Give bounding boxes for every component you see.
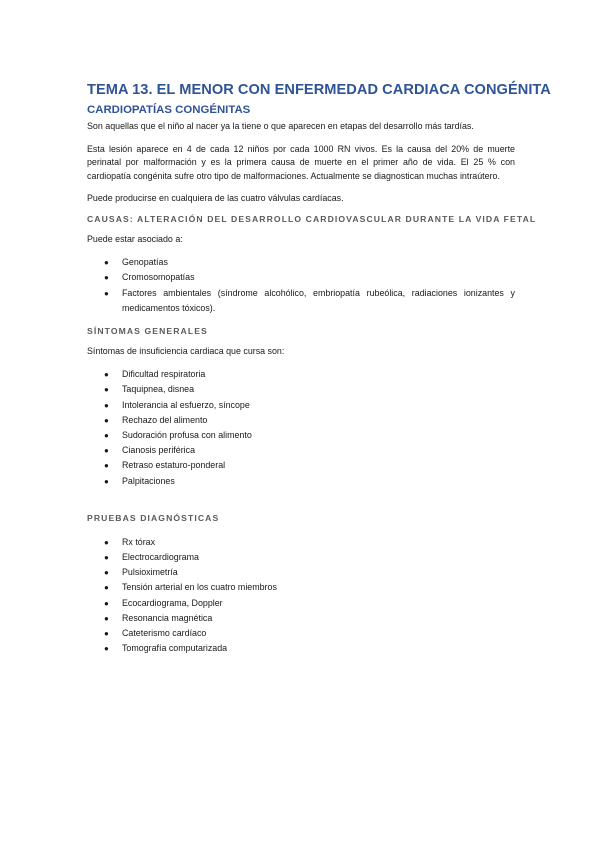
- bullet-icon: ●: [104, 553, 109, 563]
- bullet-icon: ●: [104, 415, 109, 425]
- bullet-icon: ●: [104, 583, 109, 593]
- sintomas-list: [87, 367, 515, 489]
- list-item: ● Genopatías: [122, 255, 515, 270]
- list-item: ● Factores ambientales (síndrome alcohólico, embriopatía rubeólica, radiaciones ionizantes y medicamentos tóxicos).: [104, 287, 515, 313]
- causas-list: [87, 255, 515, 316]
- section-subtitle: CARDIOPATÍAS CONGÉNITAS: [87, 104, 251, 116]
- list-item: ● Resonancia magnética: [122, 611, 515, 626]
- bullet-icon: ●: [104, 629, 109, 639]
- sintomas-heading: SÍNTOMAS GENERALES: [87, 326, 208, 337]
- pruebas-list: [87, 535, 515, 657]
- list-item: ● Ecocardiograma, Doppler: [122, 596, 515, 611]
- list-item: ● Tomografía computarizada: [122, 641, 515, 656]
- bullet-icon: ●: [104, 370, 109, 380]
- bullet-icon: ●: [104, 385, 109, 395]
- bullet-icon: ●: [104, 288, 109, 298]
- bullet-icon: ●: [104, 446, 109, 456]
- list-item: ● Taquipnea, disnea: [122, 382, 515, 397]
- valves-paragraph: Puede producirse en cualquiera de las cuatro válvulas cardíacas.: [87, 192, 344, 203]
- bullet-icon: ●: [104, 568, 109, 578]
- list-item: ● Intolerancia al esfuerzo, síncope: [122, 398, 515, 413]
- causas-heading: CAUSAS: ALTERACIÓN DEL DESARROLLO CARDIOVASCULAR DURANTE LA VIDA FETAL: [87, 214, 537, 225]
- pruebas-heading: PRUEBAS DIAGNÓSTICAS: [87, 512, 220, 523]
- list-item: ● Sudoración profusa con alimento: [122, 428, 515, 443]
- bullet-icon: ●: [104, 258, 109, 268]
- list-item: ● Palpitaciones: [122, 474, 515, 489]
- bullet-icon: ●: [104, 461, 109, 471]
- document-page: [87, 82, 551, 656]
- bullet-icon: ●: [104, 476, 109, 486]
- sintomas-lead: Síntomas de insuficiencia cardiaca que cursa son:: [87, 346, 285, 357]
- list-item: ● Dificultad respiratoria: [122, 367, 515, 382]
- stats-paragraph: Esta lesión aparece en 4 de cada 12 niños por cada 1000 RN vivos. Es la causa del 20% de muerte perinatal por malformación y es la primera causa de muerte en el primer año de vida. El 25 % con cardiopatía congénita sufre otro tipo de malformaciones. Actualmente se diagnostican muchas intraútero.: [87, 144, 515, 181]
- bullet-icon: ●: [104, 613, 109, 623]
- list-item: ● Cateterismo cardíaco: [122, 626, 515, 641]
- causas-lead: Puede estar asociado a:: [87, 234, 183, 245]
- bullet-icon: ●: [104, 400, 109, 410]
- bullet-icon: ●: [104, 431, 109, 441]
- list-item: ● Rx tórax: [122, 535, 515, 550]
- list-item: ● Retraso estaturo-ponderal: [122, 458, 515, 473]
- list-item: ● Pulsioximetría: [122, 565, 515, 580]
- list-item: ● Tensión arterial en los cuatro miembros: [122, 580, 515, 595]
- list-item: ● Electrocardiograma: [122, 550, 515, 565]
- list-item: ● Rechazo del alimento: [122, 413, 515, 428]
- bullet-icon: ●: [104, 598, 109, 608]
- list-item: ● Cromosomopatías: [122, 270, 515, 285]
- bullet-icon: ●: [104, 644, 109, 654]
- intro-paragraph: Son aquellas que el niño al nacer ya la tiene o que aparecen en etapas del desarrollo más tardías.: [87, 121, 474, 131]
- document-title: TEMA 13. EL MENOR CON ENFERMEDAD CARDIACA CONGÉNITA: [87, 82, 551, 98]
- bullet-icon: ●: [104, 273, 109, 283]
- list-item: ● Cianosis periférica: [122, 443, 515, 458]
- bullet-icon: ●: [104, 537, 109, 547]
